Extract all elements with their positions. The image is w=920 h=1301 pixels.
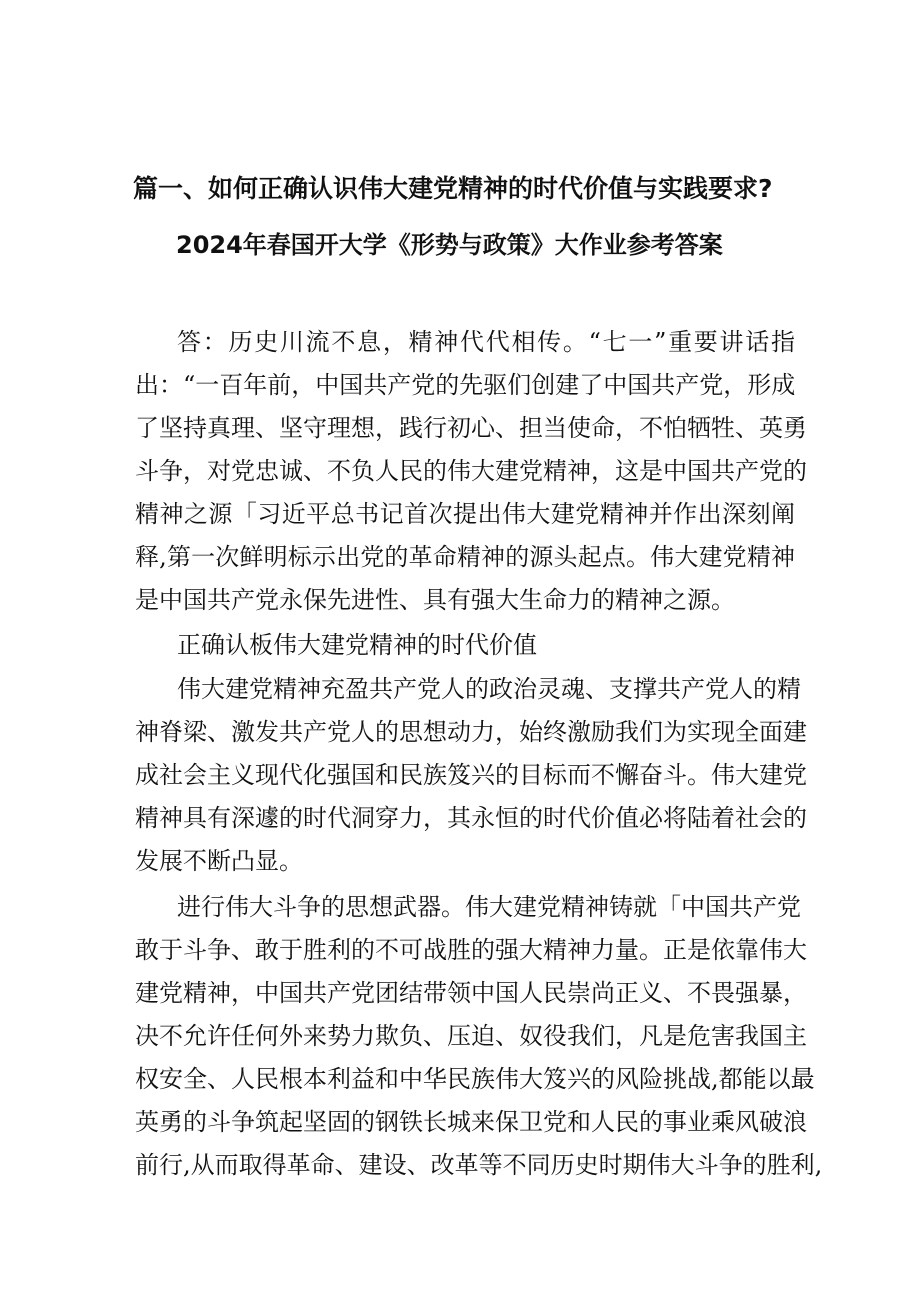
paragraph-line: 权安全、人民根本利益和中华民族伟大笈兴的风险挑战,都能以最: [135, 1065, 815, 1093]
paragraph-line: 敢于斗争、敢于胜利的不可战胜的强大精神力量。正是依靠伟大: [135, 936, 807, 964]
paragraph-line: 出：“一百年前，中国共产党的先驱们创建了中国共产党，形成: [135, 371, 796, 399]
paragraph-line: 答：历史川流不息，精神代代相传。“七一”重要讲话指: [177, 328, 795, 356]
paragraph-line: 前行,从而取得革命、建设、改革等不同历史时期伟大斗争的胜利,: [135, 1151, 823, 1179]
paragraph-line: 进行伟大斗争的思想武器。伟大建党精神铸就「中国共产党: [177, 893, 801, 921]
paragraph-line: 精神具有深遽的时代洞穿力，其永恒的时代价值必将陆着社会的: [135, 804, 807, 832]
paragraph-line: 了坚持真理、坚守理想，践行初心、担当使命，不怕牺牲、英勇: [135, 414, 807, 442]
document-title: 篇一、如何正确认识伟大建党精神的时代价值与实践要求?: [133, 174, 773, 203]
paragraph-line: 发展不断凸显。: [135, 847, 303, 875]
paragraph-line: 神脊梁、激发共产党人的思想动力，始终激励我们为实现全面建: [135, 718, 807, 746]
document-subtitle: 2024年春国开大学《形势与政策》大作业参考答案: [176, 231, 723, 259]
paragraph-line: 建党精神，中国共产党团结带领中国人民崇尚正义、不畏强暴，: [135, 979, 807, 1007]
paragraph-line: 精神之源「习近平总书记首次提出伟大建党精神并作出深刻阐: [135, 500, 795, 528]
paragraph-line: 决不允许任何外来势力欺负、压迫、奴役我们，凡是危害我国主: [135, 1022, 807, 1050]
section-heading: 正确认板伟大建党精神的时代价值: [177, 631, 537, 659]
paragraph-line: 斗争，对党忠诚、不负人民的伟大建党精神，这是中国共产党的: [135, 457, 807, 485]
paragraph-line: 成社会主义现代化强国和民族笈兴的目标而不懈奋斗。伟大建党: [135, 761, 807, 789]
paragraph-line: 伟大建党精神充盈共产党人的政治灵魂、支撑共产党人的精: [177, 675, 801, 703]
paragraph-line: 释,第一次鲜明标示出党的革命精神的源头起点。伟大建党精神: [135, 543, 795, 571]
paragraph-line: 是中国共产党永保先进性、具有强大生命力的精神之源。: [135, 586, 735, 614]
paragraph-line: 英勇的斗争筑起坚固的钢铁长城来保卫党和人民的事业乘风破浪: [135, 1108, 807, 1136]
